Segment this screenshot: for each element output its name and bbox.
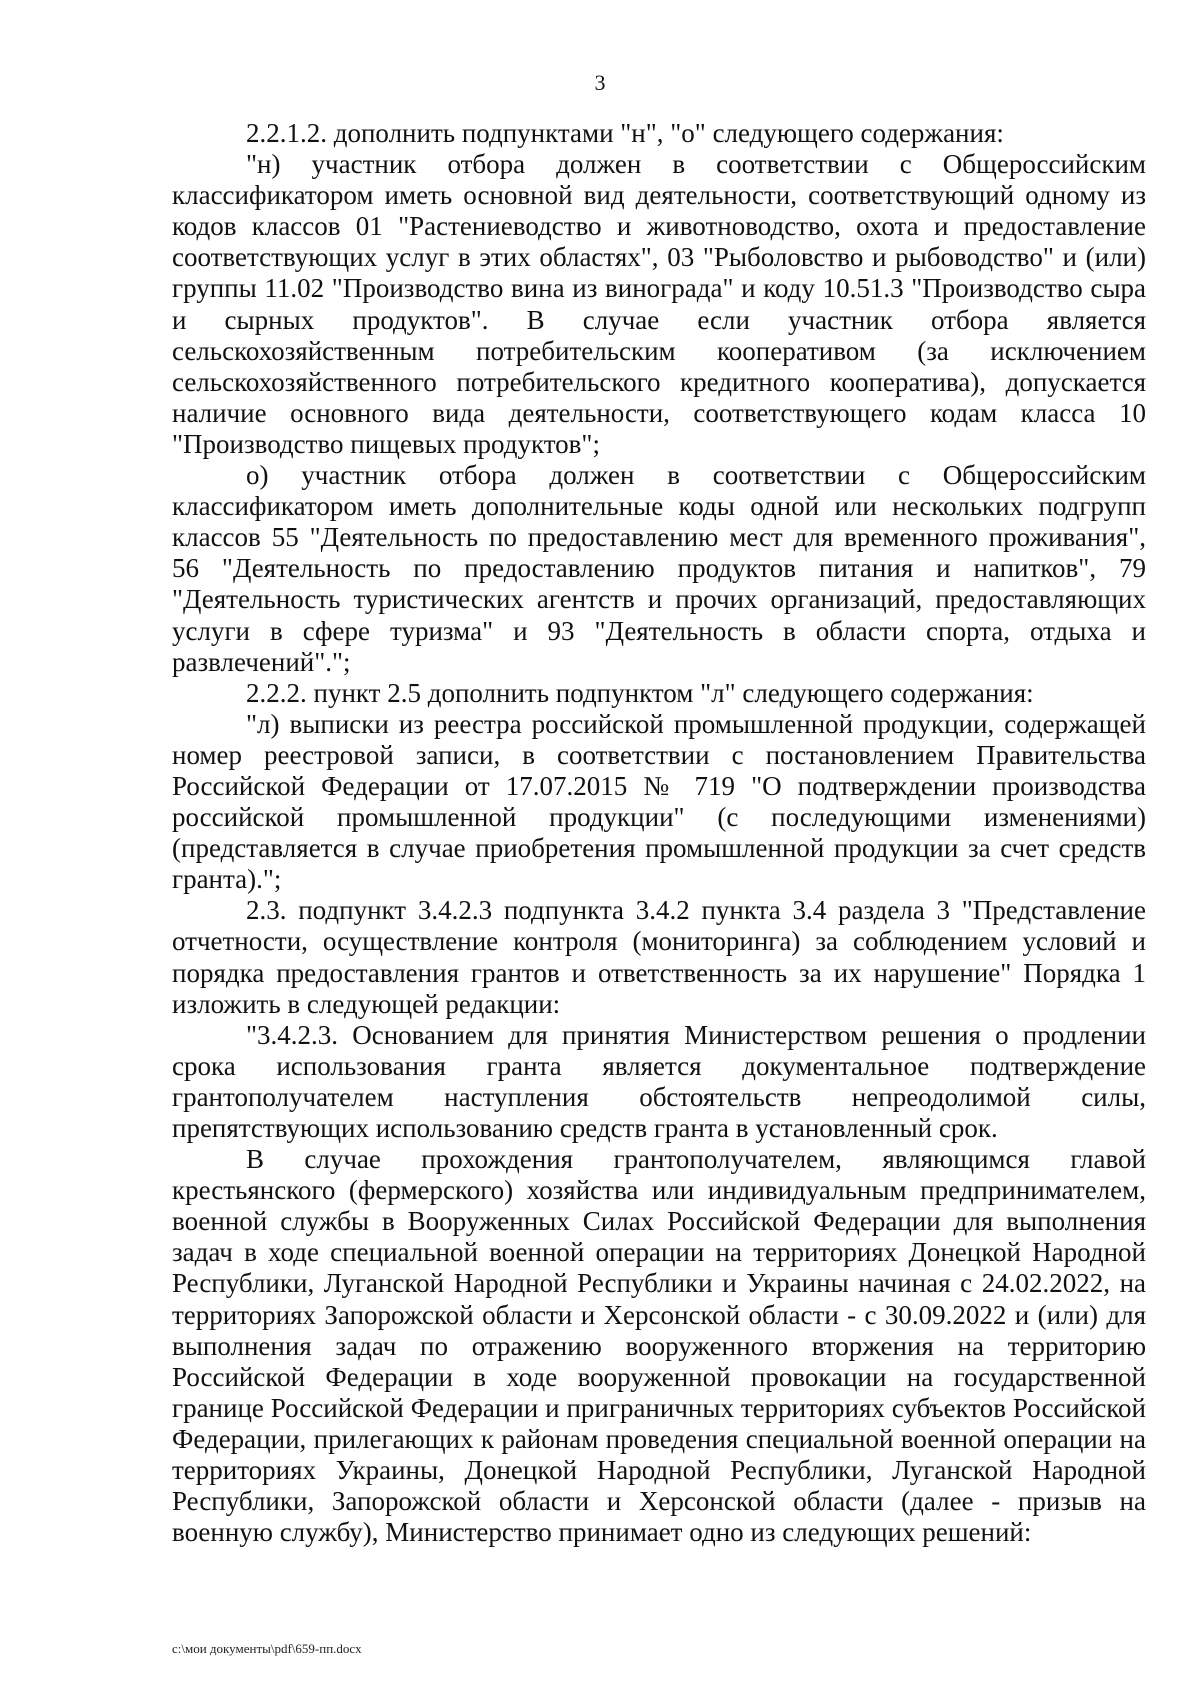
page-number: 3 [594, 70, 606, 95]
paragraph-2-3: 2.3. подпункт 3.4.2.3 подпункта 3.4.2 пункта 3.4 раздела 3 "Представление отчетности, осуществление контроля (мониторинга) за соблюдением условий и порядка предоставления грантов и ответственность за их нарушение" Порядка 1 изложить в следующей редакции: [172, 895, 1146, 1019]
footer-file-path: c:\мои документы\pdf\659-пп.docx [172, 1641, 362, 1656]
paragraph-military-service: В случае прохождения грантополучателем, являющимся главой крестьянского (фермерского) хозяйства или индивидуальным предпринимателем, военной службы в Вооруженных Силах Российской Федерации для выполнения задач в ходе специальной военной операции на территориях Донецкой Народной Республики, Луганской Народной Республики и Украины начиная с 24.02.2022, на территориях Запорожской области и Херсонской области - с 30.09.2022 и (или) для выполнения задач по отражению вооруженного вторжения на территорию Российской Федерации в ходе вооруженной провокации на государственной границе Российской Федерации и приграничных территориях субъектов Российской Федерации, прилегающих к районам проведения специальной военной операции на территориях Украины, Донецкой Народной Республики, Луганской Народной Республики, Запорожской области и Херсонской области (далее - призыв на военную службу), Министерство принимает одно из следующих решений: [172, 1144, 1146, 1548]
paragraph-subitem-l: "л) выписки из реестра российской промышленной продукции, содержащей номер реестровой записи, в соответствии с постановлением Правительства Российской Федерации от 17.07.2015 № 719 "О подтверждении производства российской промышленной продукции" (с последующими изменениями) (представляется в случае приобретения промышленной продукции за счет средств гранта)."; [172, 708, 1146, 895]
paragraph-subitem-n: "н) участник отбора должен в соответствии с Общероссийским классификатором иметь основной вид деятельности, соответствующий одному из кодов классов 01 "Растениеводство и животноводство, охота и предоставление соответствующих услуг в этих областях", 03 "Рыболовство и рыбоводство" и (или) группы 11.02 "Производство вина из винограда" и коду 10.51.3 "Производство сыра и сырных продуктов". В случае если участник отбора является сельскохозяйственным потребительским кооперативом (за исключением сельскохозяйственного потребительского кредитного кооператива), допускается наличие основного вида деятельности, соответствующего кодам класса 10 "Производство пищевых продуктов"; [172, 149, 1146, 459]
paragraph-subitem-o: о) участник отбора должен в соответствии с Общероссийским классификатором иметь дополнительные коды одной или нескольких подгрупп классов 55 "Деятельность по предоставлению мест для временного проживания", 56 "Деятельность по предоставлению продуктов питания и напитков", 79 "Деятельность туристических агентств и прочих организаций, предоставляющих услуги в сфере туризма" и 93 "Деятельность в области спорта, отдыха и развлечений"."; [172, 460, 1146, 677]
document-body [172, 118, 1146, 1548]
paragraph-3-4-2-3: "3.4.2.3. Основанием для принятия Министерством решения о продлении срока использования гранта является документальное подтверждение грантополучателем наступления обстоятельств непреодолимой силы, препятствующих использованию средств гранта в установленный срок. [172, 1019, 1146, 1143]
paragraph-2-2-1-2: 2.2.1.2. дополнить подпунктами "н", "о" следующего содержания: [246, 118, 1004, 148]
paragraph-2-2-2: 2.2.2. пункт 2.5 дополнить подпунктом "л" следующего содержания: [246, 677, 1034, 708]
